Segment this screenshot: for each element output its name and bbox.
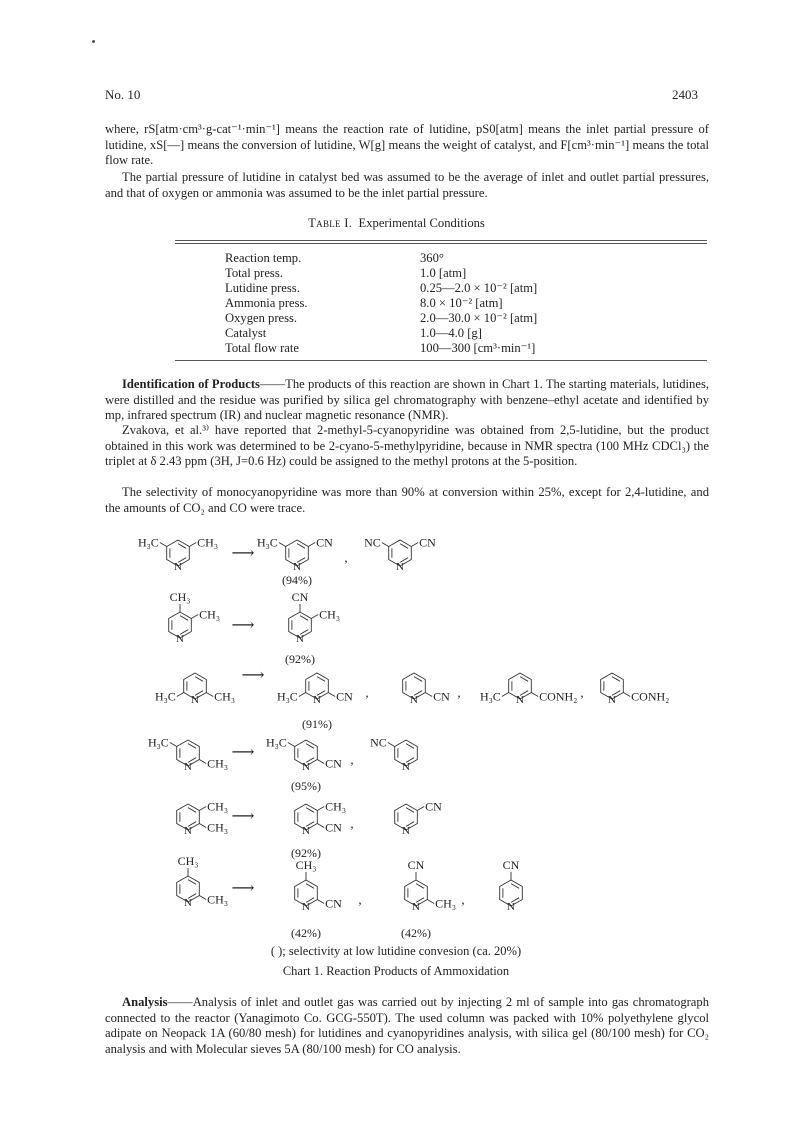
separator-comma: ,	[350, 752, 354, 767]
nitrogen-atom: N	[191, 694, 199, 706]
table-row-label: Oxygen press.	[225, 311, 298, 325]
substituent-label: CH₃	[199, 607, 221, 622]
nitrogen-atom: N	[176, 633, 184, 645]
selectivity-label: (42%)	[291, 926, 321, 940]
substituent-label: CN	[433, 689, 450, 704]
identification-text: ——The products of this reaction are shown in Chart 1. The starting materials, lutidines, were distilled and the residue was purified by silica gel chromatography with benzene–ethyl acetate and identified by mp, infrared spectrum (IR) and nuclear magnetic resonance (NMR).	[105, 377, 709, 422]
table-row-label: Lutidine press.	[225, 281, 300, 295]
table-row-label: Reaction temp.	[225, 251, 302, 265]
substituent-bond	[170, 743, 177, 747]
selectivity-label: (94%)	[282, 573, 312, 587]
substituent-label: CH₃	[207, 799, 229, 814]
substituent-label: CH₃	[207, 756, 229, 771]
selectivity-label: (95%)	[291, 779, 321, 793]
table-row-label: Total flow rate	[225, 341, 299, 355]
nitrogen-atom: N	[184, 761, 192, 773]
substituent-label: CH₃	[319, 607, 341, 622]
substituent-label: H₃C	[479, 689, 501, 704]
paragraph-selectivity: The selectivity of monocyanopyridine was more than 90% at conversion within 25%, except for 2,4-lutidine, and the amounts of CO₂ and CO were trace.	[105, 485, 709, 515]
substituent-label: CH₃	[435, 896, 457, 911]
identification-heading: Identification of Products	[122, 377, 260, 391]
reaction-arrow: ⟶	[231, 744, 255, 761]
substituent-label: NC	[370, 735, 387, 750]
substituent-bond	[199, 896, 206, 900]
table-caption-title: Experimental Conditions	[358, 216, 485, 230]
separator-comma: ,	[350, 816, 354, 831]
selectivity-label: (92%)	[291, 846, 321, 860]
substituent-label: CN	[325, 820, 342, 835]
substituent-label: H₃C	[137, 535, 159, 550]
substituent-bond	[411, 543, 418, 547]
nitrogen-atom: N	[293, 561, 301, 573]
substituent-label: CN	[316, 535, 333, 550]
substituent-label: CH₃	[177, 854, 199, 868]
substituent-bond	[388, 743, 395, 747]
table-caption-label: Table I.	[308, 216, 353, 230]
reaction-arrow: ⟶	[231, 617, 255, 634]
substituent-label: CONH₂	[539, 689, 578, 704]
selectivity-label: (91%)	[302, 717, 332, 731]
nitrogen-atom: N	[412, 901, 420, 913]
nitrogen-atom: N	[174, 561, 182, 573]
substituent-bond	[623, 693, 630, 697]
substituent-bond	[199, 807, 206, 811]
substituent-bond	[191, 615, 198, 619]
nitrogen-atom: N	[410, 694, 418, 706]
paragraph-analysis	[105, 995, 709, 1057]
substituent-label: H₃C	[265, 735, 287, 750]
chart-caption: Chart 1. Reaction Products of Ammoxidation	[282, 964, 510, 978]
separator-comma: ,	[461, 892, 465, 907]
substituent-bond	[317, 760, 324, 764]
substituent-bond	[279, 543, 286, 547]
substituent-bond	[417, 807, 424, 811]
nitrogen-atom: N	[184, 897, 192, 909]
table-row-label: Catalyst	[225, 326, 267, 340]
substituent-label: CH₃	[197, 535, 219, 550]
nitrogen-atom: N	[396, 561, 404, 573]
nitrogen-atom: N	[184, 825, 192, 837]
substituent-bond	[311, 615, 318, 619]
substituent-bond	[531, 693, 538, 697]
reaction-arrow: ⟶	[241, 667, 265, 684]
table-row-value: 100—300 [cm³·min⁻¹]	[420, 341, 536, 355]
substituent-label: CN	[325, 896, 342, 911]
substituent-bond	[177, 693, 184, 697]
substituent-label: CH₃	[207, 892, 229, 907]
selectivity-label: (92%)	[285, 652, 315, 666]
nitrogen-atom: N	[402, 825, 410, 837]
nitrogen-atom: N	[296, 633, 304, 645]
nitrogen-atom: N	[608, 694, 616, 706]
table-row-value: 1.0 [atm]	[420, 266, 467, 280]
paragraph-definitions: where, rS[atm·cm³·g-cat⁻¹·min⁻¹] means the reaction rate of lutidine, pS0[atm] means the inlet partial pressure of lutidine, xS[—] means the conversion of lutidine, W[g] means the weight of catalyst, and F[cm³·min⁻¹] means the total flow rate.	[105, 122, 709, 167]
substituent-label: H₃C	[256, 535, 278, 550]
nitrogen-atom: N	[516, 694, 524, 706]
substituent-bond	[288, 743, 295, 747]
substituent-bond	[317, 807, 324, 811]
substituent-label: CH₃	[295, 858, 317, 872]
substituent-bond	[189, 543, 196, 547]
separator-comma: ,	[365, 685, 369, 700]
substituent-label: CN	[502, 858, 520, 872]
page-number: 2403	[672, 87, 698, 102]
reaction-arrow: ⟶	[231, 808, 255, 825]
table-row-label: Ammonia press.	[225, 296, 308, 310]
analysis-heading: Analysis	[122, 995, 168, 1009]
substituent-bond	[425, 693, 432, 697]
substituent-bond	[328, 693, 335, 697]
separator-comma: ,	[358, 892, 362, 907]
paragraph-zvakova: Zvakova, et al.³⁾ have reported that 2-methyl-5-cyanopyridine was obtained from 2,5-lutidine, but the product obtained in this work was determined to be 2-cyano-5-methylpyridine, because in NMR spectra (100 MHz CDCl₃) the triplet at δ 2.43 ppm (3H, J=0.6 Hz) could be assigned to the methyl protons at the 5-position.	[105, 423, 709, 468]
selectivity-label: (42%)	[401, 926, 431, 940]
substituent-label: CH₃	[325, 799, 347, 814]
substituent-label: CN	[291, 590, 309, 604]
reaction-arrow: ⟶	[231, 545, 255, 562]
chart-note: ( ); selectivity at low lutidine convesion (ca. 20%)	[270, 944, 522, 958]
substituent-label: CONH₂	[631, 689, 670, 704]
nitrogen-atom: N	[507, 901, 515, 913]
nitrogen-atom: N	[302, 761, 310, 773]
nitrogen-atom: N	[302, 825, 310, 837]
substituent-label: CN	[407, 858, 425, 872]
substituent-label: CH₃	[214, 689, 236, 704]
substituent-bond	[206, 693, 213, 697]
separator-comma: ,	[580, 685, 584, 700]
substituent-bond	[308, 543, 315, 547]
separator-comma: ,	[344, 550, 348, 565]
table-row-value: 1.0—4.0 [g]	[420, 326, 482, 340]
paragraph-partial-pressure: The partial pressure of lutidine in catalyst bed was assumed to be the average of inlet and outlet partial pressures, and that of oxygen or ammonia was assumed to be the inlet partial pressure.	[105, 170, 709, 200]
table-row-value: 0.25—2.0 × 10⁻² [atm]	[420, 281, 538, 295]
substituent-bond	[199, 760, 206, 764]
table-row-label: Total press.	[225, 266, 283, 280]
journal-issue-number: No. 10	[105, 87, 141, 102]
substituent-label: CH₃	[169, 590, 191, 604]
substituent-label: H₃C	[276, 689, 298, 704]
substituent-bond	[317, 824, 324, 828]
substituent-bond	[160, 543, 167, 547]
substituent-label: CH₃	[207, 820, 229, 835]
substituent-bond	[317, 900, 324, 904]
substituent-bond	[299, 693, 306, 697]
substituent-bond	[427, 900, 434, 904]
substituent-label: H₃C	[147, 735, 169, 750]
substituent-bond	[502, 693, 509, 697]
substituent-label: CN	[425, 799, 442, 814]
nitrogen-atom: N	[302, 901, 310, 913]
reaction-arrow: ⟶	[231, 880, 255, 897]
substituent-label: NC	[364, 535, 381, 550]
table-row-value: 360°	[420, 251, 444, 265]
substituent-bond	[382, 543, 389, 547]
substituent-bond	[199, 824, 206, 828]
substituent-label: H₃C	[154, 689, 176, 704]
analysis-text: ——Analysis of inlet and outlet gas was carried out by injecting 2 ml of sample into gas chromatograph connected to the reactor (Yanagimoto Co. GCG-550T). The used column was packed with 10% polyethylene glycol adipate on Neopack 1A (60/80 mesh) for lutidines and cyanopyridines analysis, with silica gel (80/100 mesh) for CO₂ analysis and with Molecular sieves 5A (80/100 mesh) for CO analysis.	[105, 995, 709, 1056]
nitrogen-atom: N	[402, 761, 410, 773]
table-row-value: 2.0—30.0 × 10⁻² [atm]	[420, 311, 538, 325]
substituent-label: CN	[419, 535, 436, 550]
table-row-value: 8.0 × 10⁻² [atm]	[420, 296, 503, 310]
substituent-label: CN	[325, 756, 342, 771]
substituent-label: CN	[336, 689, 353, 704]
nitrogen-atom: N	[313, 694, 321, 706]
separator-comma: ,	[457, 685, 461, 700]
